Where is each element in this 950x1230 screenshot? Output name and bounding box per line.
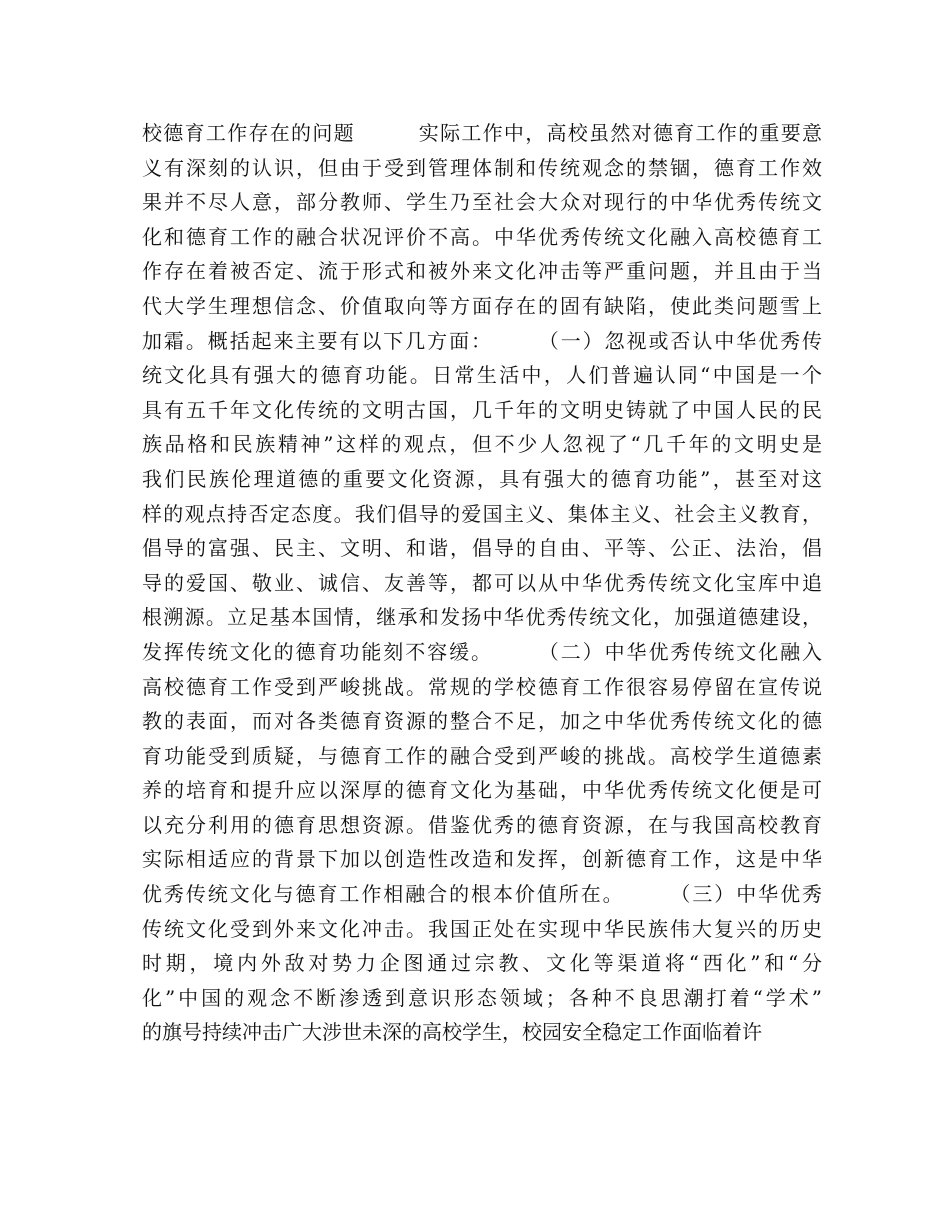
text-line: 族品格和民族精神”这样的观点，但不少人忽视了“几千年的文明史是	[142, 432, 822, 457]
text-line: 倡导的富强、民主、文明、和谐，倡导的自由、平等、公正、法治，倡	[142, 536, 822, 561]
text-line: 高校德育工作受到严峻挑战。常规的学校德育工作很容易停留在宣传说	[142, 674, 822, 699]
text-line: 我们民族伦理道德的重要文化资源，具有强大的德育功能”，甚至对这	[142, 466, 822, 491]
text-line: 发挥传统文化的德育功能刻不容缓。 （二）中华优秀传统文化融入	[142, 639, 822, 664]
text-line: 根溯源。立足基本国情，继承和发扬中华优秀传统文化，加强道德建设，	[142, 605, 822, 630]
text-line: 导的爱国、敬业、诚信、友善等，都可以从中华优秀传统文化宝库中追	[142, 570, 822, 595]
text-line: 统文化具有强大的德育功能。日常生活中，人们普遍认同“中国是一个	[142, 363, 822, 388]
text-line: 样的观点持否定态度。我们倡导的爱国主义、集体主义、社会主义教育，	[142, 501, 822, 526]
text-line: 代大学生理想信念、价值取向等方面存在的固有缺陷，使此类问题雪上	[142, 293, 822, 318]
text-line: 优秀传统文化与德育工作相融合的根本价值所在。 （三）中华优秀	[142, 882, 822, 907]
text-line: 化和德育工作的融合状况评价不高。中华优秀传统文化融入高校德育工	[142, 224, 822, 249]
text-line: 传统文化受到外来文化冲击。我国正处在实现中华民族伟大复兴的历史	[142, 916, 822, 941]
text-line: 加霜。概括起来主要有以下几方面： （一）忽视或否认中华优秀传	[142, 328, 822, 353]
text-line: 的旗号持续冲击广大涉世未深的高校学生，校园安全稳定工作面临着许	[142, 1020, 762, 1045]
text-line: 果并不尽人意，部分教师、学生乃至社会大众对现行的中华优秀传统文	[142, 190, 822, 215]
text-line: 育功能受到质疑，与德育工作的融合受到严峻的挑战。高校学生道德素	[142, 743, 822, 768]
text-line: 具有五千年文化传统的文明古国，几千年的文明史铸就了中国人民的民	[142, 397, 822, 422]
text-line: 化”中国的观念不断渗透到意识形态领域；各种不良思潮打着“学术”	[142, 985, 822, 1010]
text-line: 实际相适应的背景下加以创造性改造和发挥，创新德育工作，这是中华	[142, 847, 822, 872]
body-text	[142, 116, 822, 1050]
text-line: 以充分利用的德育思想资源。借鉴优秀的德育资源，在与我国高校教育	[142, 812, 822, 837]
text-line: 作存在着被否定、流于形式和被外来文化冲击等严重问题，并且由于当	[142, 259, 822, 284]
text-line: 时期，境内外敌对势力企图通过宗教、文化等渠道将“西化”和“分	[142, 951, 822, 976]
text-line: 校德育工作存在的问题 实际工作中，高校虽然对德育工作的重要意	[142, 121, 822, 145]
text-line: 义有深刻的认识，但由于受到管理体制和传统观念的禁锢，德育工作效	[142, 155, 822, 180]
text-line: 养的培育和提升应以深厚的德育文化为基础，中华优秀传统文化便是可	[142, 778, 822, 803]
text-line: 教的表面，而对各类德育资源的整合不足，加之中华优秀传统文化的德	[142, 709, 822, 734]
